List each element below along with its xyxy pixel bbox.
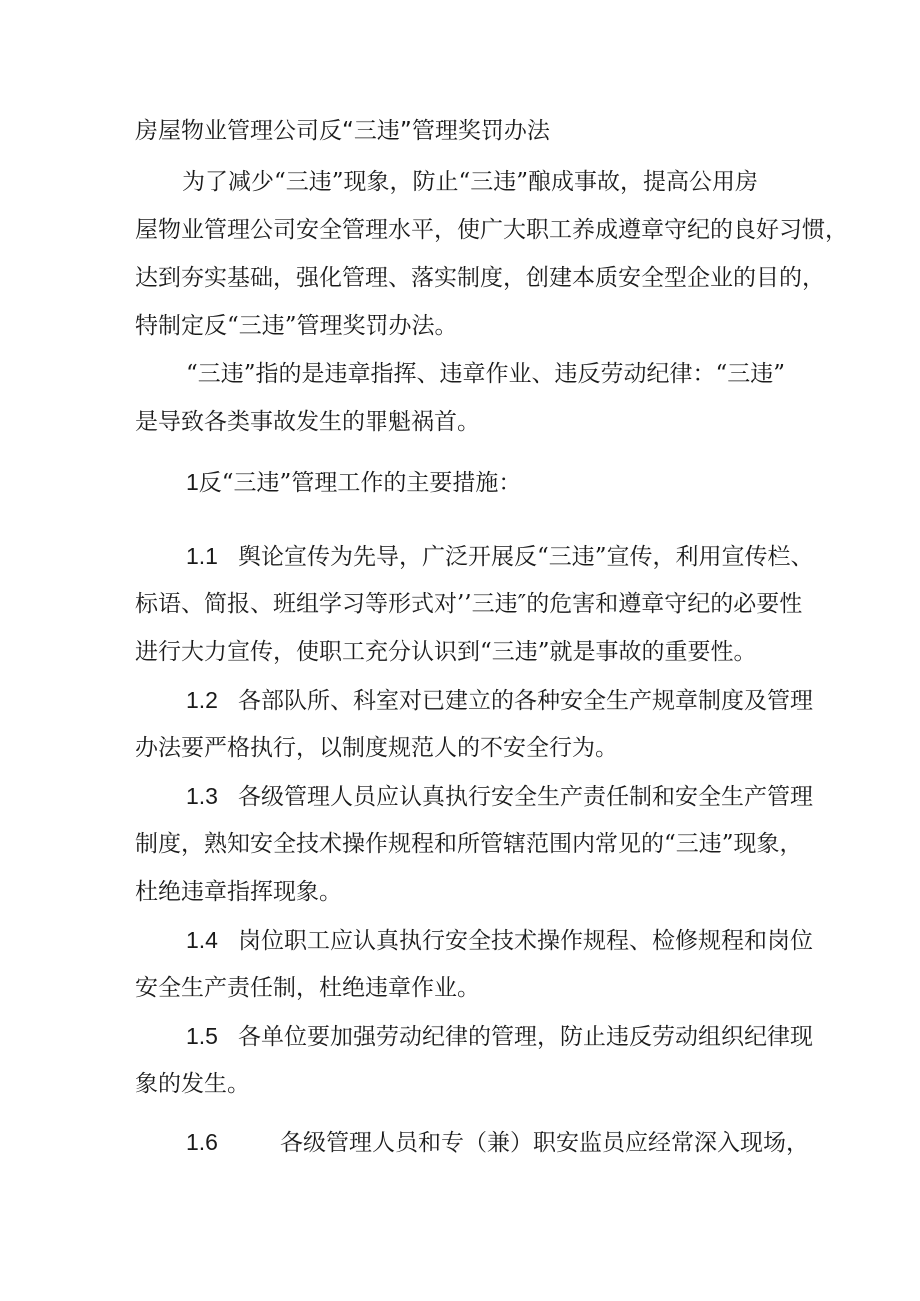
item-text: 岗位职工应认真执行安全技术操作规程、检修规程和岗位 (237, 928, 813, 954)
item-text: 各级管理人员和专（兼）职安监员应经常深入现场， (279, 1130, 809, 1156)
intro-line-1: 为了减少“三违”现象，防止“三违”酿成事故，提高公用房 (182, 169, 759, 195)
section-heading (186, 464, 521, 501)
section-heading-text: 反“三违”管理工作的主要措施： (198, 470, 522, 496)
item-text: 各部队所、科室对已建立的各种安全生产规章制度及管理 (237, 688, 813, 714)
item-number: 1.5 (186, 1023, 218, 1049)
item-1-5-line-2: 象的发生。 (135, 1071, 250, 1097)
item-1-5-line-1 (186, 1018, 813, 1055)
document-title: 房屋物业管理公司反“三违”管理奖罚办法 (135, 118, 550, 144)
item-1-3-line-3: 杜绝违章指挥现象。 (135, 879, 342, 905)
item-1-3-line-1 (186, 778, 813, 815)
item-number: 1.3 (186, 783, 218, 809)
item-text: 舆论宣传为先导，广泛开展反“三违”宣传，利用宣传栏、 (237, 544, 814, 570)
item-1-4-line-2: 安全生产责任制，杜绝违章作业。 (135, 975, 480, 1001)
item-1-2-line-2: 办法要严格执行，以制度规范人的不安全行为。 (135, 735, 618, 761)
intro-line-4: 特制定反“三违”管理奖罚办法。 (135, 313, 458, 339)
item-number: 1.6 (186, 1129, 218, 1155)
item-1-3-line-2: 制度，熟知安全技术操作规程和所管辖范围内常见的“三违”现象， (135, 831, 803, 857)
intro-line-2: 屋物业管理公司安全管理水平，使广大职工养成遵章守纪的良好习惯， (135, 217, 848, 243)
item-1-1-line-3: 进行大力宣传，使职工充分认识到“三违”就是事故的重要性。 (135, 639, 757, 665)
item-1-4-line-1 (186, 922, 813, 959)
item-number: 1.1 (186, 543, 218, 569)
intro-line-3: 达到夯实基础，强化管理、落实制度，创建本质安全型企业的目的， (135, 265, 825, 291)
definition-line-1: “三违”指的是违章指挥、违章作业、违反劳动纪律：“三违” (186, 361, 786, 387)
item-number: 1.2 (186, 687, 218, 713)
item-text: 各级管理人员应认真执行安全生产责任制和安全生产管理 (237, 784, 813, 810)
item-1-6-line-1 (186, 1124, 809, 1161)
item-1-1-line-1 (186, 538, 814, 575)
section-number: 1 (186, 469, 199, 495)
item-text: 各单位要加强劳动纪律的管理，防止违反劳动组织纪律现 (237, 1024, 813, 1050)
item-number: 1.4 (186, 927, 218, 953)
item-1-2-line-1 (186, 682, 813, 719)
definition-line-2: 是导致各类事故发生的罪魁祸首。 (135, 409, 480, 435)
item-1-1-line-2: 标语、简报、班组学习等形式对’’三违″的危害和遵章守纪的必要性 (135, 591, 803, 617)
